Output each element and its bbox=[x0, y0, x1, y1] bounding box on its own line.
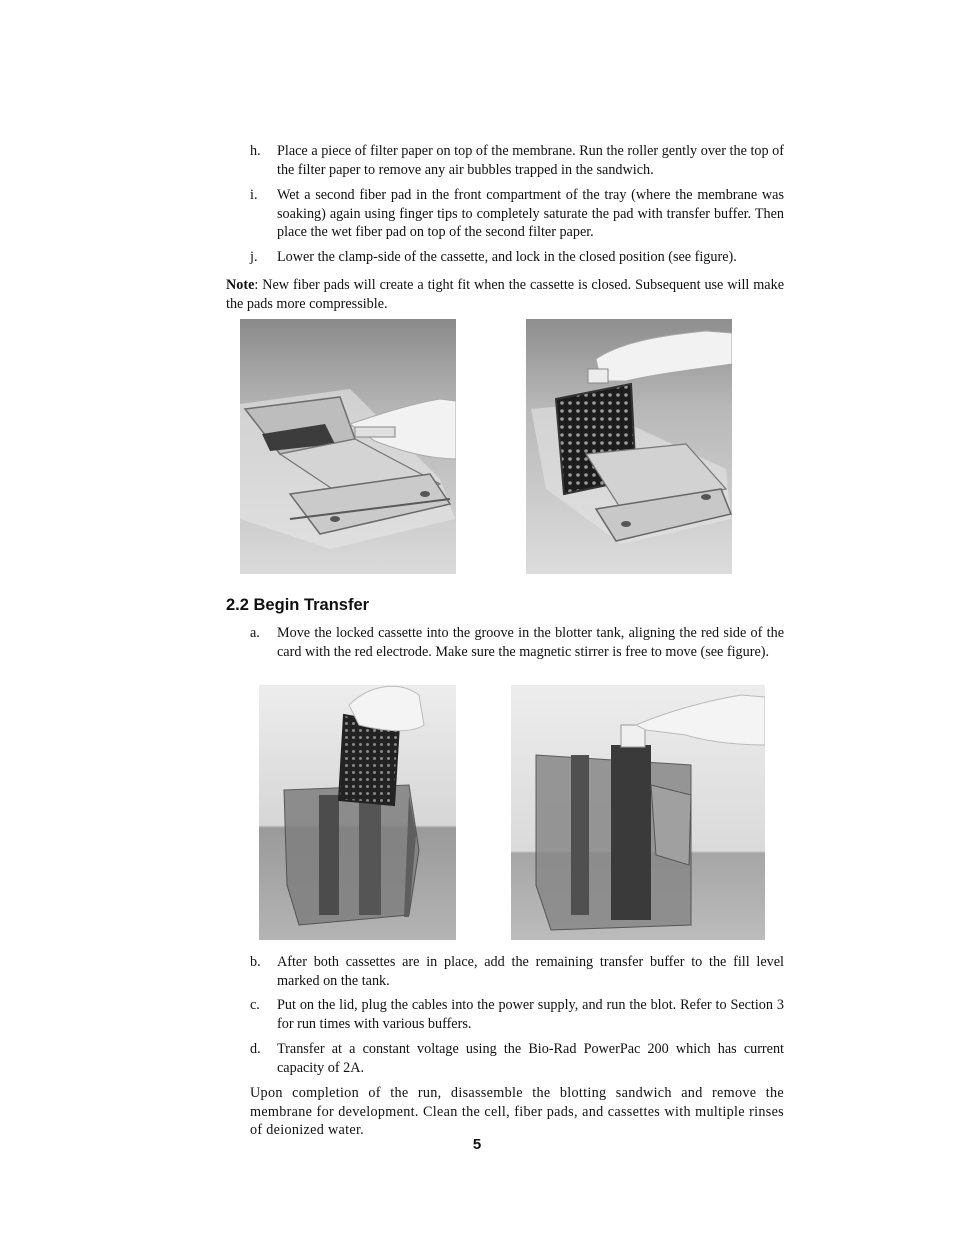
page-number: 5 bbox=[472, 1136, 482, 1153]
section-heading: 2.2 Begin Transfer bbox=[226, 596, 370, 614]
photo-press-cassette bbox=[511, 685, 765, 940]
step-label: c. bbox=[250, 997, 260, 1013]
step-label: b. bbox=[250, 954, 261, 970]
step-text: Lower the clamp-side of the cassette, and lock in the closed position (see figure). bbox=[277, 249, 737, 265]
note-text: : New fiber pads will create a tight fit when the cassette is closed. Subsequent use will make the pads more compressible. bbox=[226, 277, 784, 312]
closing-paragraph: Upon completion of the run, disassemble the blotting sandwich and remove the membrane for development. Clean the cell, fiber pads, and cassettes with multiple rinses of deionized water. bbox=[250, 1085, 784, 1139]
note-paragraph bbox=[226, 276, 784, 313]
step-label: d. bbox=[250, 1041, 261, 1057]
photo-cassette-closing bbox=[240, 319, 456, 574]
step-text: Put on the lid, plug the cables into the power supply, and run the blot. Refer to Section 3 for run times with various buffers. bbox=[277, 997, 784, 1032]
photo-insert-cassette bbox=[259, 685, 456, 940]
step-text: Transfer at a constant voltage using the Bio-Rad PowerPac 200 which has current capacity of 2A. bbox=[277, 1041, 784, 1076]
step-label: i. bbox=[250, 187, 258, 203]
step-label: a. bbox=[250, 625, 260, 641]
step-text: Move the locked cassette into the groove in the blotter tank, aligning the red side of the card with the red electrode. Make sure the magnetic stirrer is free to move (see figure). bbox=[277, 625, 784, 660]
step-text: Wet a second fiber pad in the front compartment of the tray (where the membrane was soaking) again using finger tips to completely saturate the pad with transfer buffer. Then place the wet fiber pad on top of the second filter paper. bbox=[277, 187, 784, 241]
step-label: h. bbox=[250, 143, 261, 159]
step-text: Place a piece of filter paper on top of the membrane. Run the roller gently over the top of the filter paper to remove any air bubbles trapped in the sandwich. bbox=[277, 143, 784, 178]
step-text: After both cassettes are in place, add the remaining transfer buffer to the fill level marked on the tank. bbox=[277, 954, 784, 989]
step-label: j. bbox=[250, 249, 258, 265]
photo-cassette-locked bbox=[526, 319, 732, 574]
note-label: Note bbox=[226, 277, 255, 293]
